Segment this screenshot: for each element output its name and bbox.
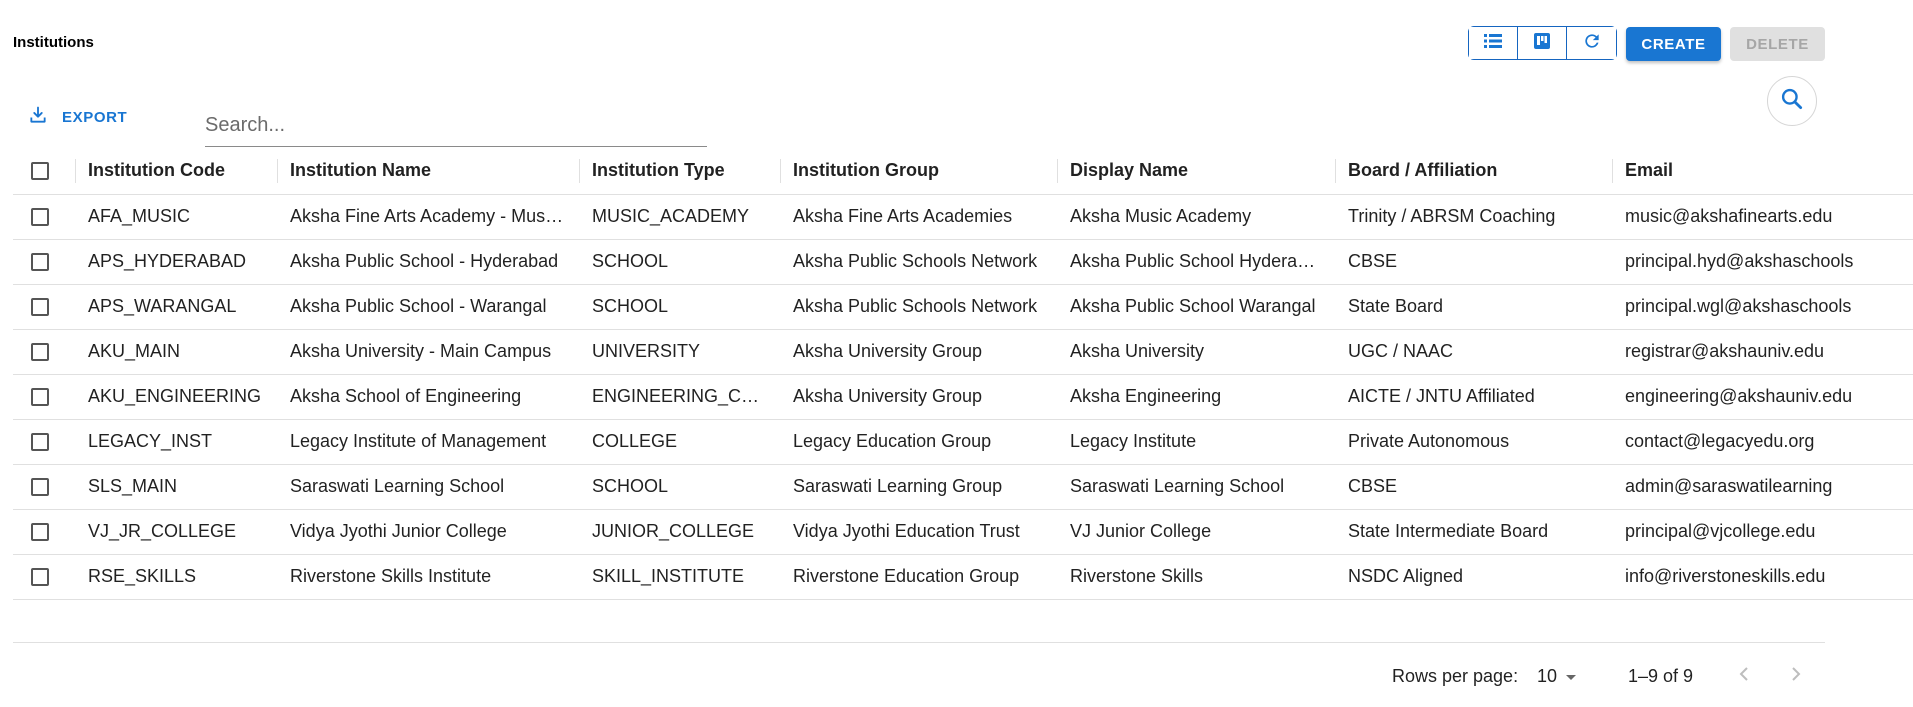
cell-institution-name: Aksha Public School - Warangal — [278, 284, 580, 329]
row-checkbox[interactable] — [31, 298, 49, 316]
cell-institution-name: Riverstone Skills Institute — [278, 554, 580, 599]
delete-button[interactable]: DELETE — [1730, 27, 1825, 61]
cell-email: music@akshafinearts.edu — [1613, 194, 1913, 239]
table-row[interactable] — [13, 239, 1913, 284]
refresh-button[interactable] — [1567, 27, 1616, 59]
cell-board-affiliation: State Board — [1336, 284, 1613, 329]
cell-institution-group: Riverstone Education Group — [781, 554, 1058, 599]
cell-institution-code: AKU_MAIN — [76, 329, 278, 374]
cell-display-name: Aksha Music Academy — [1058, 194, 1336, 239]
cell-display-name: Aksha Public School Warangal — [1058, 284, 1336, 329]
column-header-institution-name[interactable]: Institution Name — [278, 147, 580, 194]
column-header-institution-code[interactable]: Institution Code — [76, 147, 278, 194]
chevron-right-icon — [1790, 666, 1802, 687]
cell-board-affiliation: Private Autonomous — [1336, 419, 1613, 464]
row-checkbox-cell — [13, 509, 76, 554]
row-checkbox-cell — [13, 239, 76, 284]
row-checkbox[interactable] — [31, 253, 49, 271]
cell-email: engineering@akshauniv.edu — [1613, 374, 1913, 419]
cell-institution-type: SCHOOL — [580, 464, 781, 509]
cell-board-affiliation: State Intermediate Board — [1336, 509, 1613, 554]
cell-display-name: VJ Junior College — [1058, 509, 1336, 554]
cell-institution-group: Saraswati Learning Group — [781, 464, 1058, 509]
cell-institution-group: Vidya Jyothi Education Trust — [781, 509, 1058, 554]
cell-institution-code: AKU_ENGINEERING — [76, 374, 278, 419]
cell-institution-name: Saraswati Learning School — [278, 464, 580, 509]
cell-display-name: Legacy Institute — [1058, 419, 1336, 464]
select-all-checkbox-cell — [13, 147, 76, 194]
list-view-button[interactable] — [1469, 27, 1518, 59]
cell-email: registrar@akshauniv.edu — [1613, 329, 1913, 374]
cell-board-affiliation: NSDC Aligned — [1336, 554, 1613, 599]
table-row[interactable] — [13, 509, 1913, 554]
search-input[interactable] — [205, 108, 707, 142]
download-icon — [28, 105, 62, 129]
arrow-drop-down-icon — [1557, 666, 1577, 687]
cell-institution-group: Aksha Public Schools Network — [781, 284, 1058, 329]
pagination-range: 1–9 of 9 — [1628, 666, 1694, 686]
cell-institution-type: JUNIOR_COLLEGE — [580, 509, 781, 554]
export-button[interactable] — [28, 105, 127, 129]
column-header-email[interactable]: Email — [1613, 147, 1913, 194]
table-row[interactable] — [13, 329, 1913, 374]
cell-institution-code: VJ_JR_COLLEGE — [76, 509, 278, 554]
board-view-button[interactable] — [1518, 27, 1567, 59]
cell-institution-group: Aksha University Group — [781, 374, 1058, 419]
cell-institution-group: Legacy Education Group — [781, 419, 1058, 464]
row-checkbox-cell — [13, 374, 76, 419]
cell-email: info@riverstoneskills.edu — [1613, 554, 1913, 599]
previous-page-button[interactable] — [1731, 663, 1757, 689]
row-checkbox-cell — [13, 329, 76, 374]
cell-board-affiliation: CBSE — [1336, 239, 1613, 284]
row-checkbox[interactable] — [31, 568, 49, 586]
list-view-icon — [1483, 32, 1503, 55]
cell-display-name: Aksha University — [1058, 329, 1336, 374]
table-header-row — [13, 147, 1913, 194]
cell-display-name: Aksha Engineering — [1058, 374, 1336, 419]
cell-display-name: Riverstone Skills — [1058, 554, 1336, 599]
cell-board-affiliation: CBSE — [1336, 464, 1613, 509]
search-button[interactable] — [1767, 76, 1817, 126]
column-header-display-name[interactable]: Display Name — [1058, 147, 1336, 194]
rows-per-page-select[interactable] — [1537, 666, 1577, 687]
cell-email: contact@legacyedu.org — [1613, 419, 1913, 464]
row-checkbox[interactable] — [31, 433, 49, 451]
column-header-institution-type[interactable]: Institution Type — [580, 147, 781, 194]
row-checkbox-cell — [13, 284, 76, 329]
row-checkbox-cell — [13, 554, 76, 599]
rows-per-page-label: Rows per page: — [1392, 666, 1519, 686]
cell-institution-code: APS_HYDERABAD — [76, 239, 278, 284]
cell-institution-code: APS_WARANGAL — [76, 284, 278, 329]
cell-institution-group: Aksha Public Schools Network — [781, 239, 1058, 284]
row-checkbox[interactable] — [31, 388, 49, 406]
cell-email: admin@saraswatilearning — [1613, 464, 1913, 509]
row-checkbox-cell — [13, 194, 76, 239]
institutions-table-container — [13, 147, 1854, 600]
row-checkbox-cell — [13, 464, 76, 509]
column-header-board-affiliation[interactable]: Board / Affiliation — [1336, 147, 1613, 194]
institutions-table — [13, 147, 1913, 600]
select-all-checkbox[interactable] — [31, 162, 49, 180]
board-view-icon — [1533, 32, 1551, 55]
rows-per-page-value: 10 — [1537, 666, 1558, 686]
refresh-icon — [1582, 31, 1602, 56]
table-row[interactable] — [13, 554, 1913, 599]
cell-institution-name: Vidya Jyothi Junior College — [278, 509, 580, 554]
cell-board-affiliation: Trinity / ABRSM Coaching — [1336, 194, 1613, 239]
row-checkbox[interactable] — [31, 478, 49, 496]
row-checkbox[interactable] — [31, 343, 49, 361]
cell-institution-name: Aksha School of Engineering — [278, 374, 580, 419]
next-page-button[interactable] — [1783, 663, 1809, 689]
cell-institution-type: UNIVERSITY — [580, 329, 781, 374]
table-row[interactable] — [13, 194, 1913, 239]
cell-institution-group: Aksha Fine Arts Academies — [781, 194, 1058, 239]
cell-board-affiliation: AICTE / JNTU Affiliated — [1336, 374, 1613, 419]
cell-institution-type: SCHOOL — [580, 284, 781, 329]
row-checkbox[interactable] — [31, 208, 49, 226]
cell-institution-name: Legacy Institute of Management — [278, 419, 580, 464]
cell-institution-name: Aksha University - Main Campus — [278, 329, 580, 374]
column-header-institution-group[interactable]: Institution Group — [781, 147, 1058, 194]
cell-institution-type: COLLEGE — [580, 419, 781, 464]
cell-email: principal.hyd@akshaschools — [1613, 239, 1913, 284]
search-field — [205, 108, 707, 147]
cell-institution-type: ENGINEERING_C… — [580, 374, 781, 419]
table-row[interactable] — [13, 419, 1913, 464]
cell-institution-name: Aksha Public School - Hyderabad — [278, 239, 580, 284]
cell-email: principal.wgl@akshaschools — [1613, 284, 1913, 329]
row-checkbox-cell — [13, 419, 76, 464]
search-icon — [1779, 86, 1805, 117]
page-title: Institutions — [13, 34, 94, 51]
cell-institution-code: SLS_MAIN — [76, 464, 278, 509]
table-body — [13, 194, 1913, 599]
cell-institution-group: Aksha University Group — [781, 329, 1058, 374]
cell-institution-name: Aksha Fine Arts Academy - Mus… — [278, 194, 580, 239]
cell-board-affiliation: UGC / NAAC — [1336, 329, 1613, 374]
export-label: EXPORT — [62, 108, 128, 126]
cell-institution-type: SKILL_INSTITUTE — [580, 554, 781, 599]
cell-display-name: Aksha Public School Hydera… — [1058, 239, 1336, 284]
row-checkbox[interactable] — [31, 523, 49, 541]
table-row[interactable] — [13, 374, 1913, 419]
cell-display-name: Saraswati Learning School — [1058, 464, 1336, 509]
view-toggle-group — [1468, 26, 1617, 60]
cell-institution-code: LEGACY_INST — [76, 419, 278, 464]
cell-institution-type: MUSIC_ACADEMY — [580, 194, 781, 239]
footer-divider — [13, 642, 1825, 643]
cell-email: principal@vjcollege.edu — [1613, 509, 1913, 554]
cell-institution-type: SCHOOL — [580, 239, 781, 284]
table-row[interactable] — [13, 284, 1913, 329]
chevron-left-icon — [1738, 666, 1750, 687]
cell-institution-code: RSE_SKILLS — [76, 554, 278, 599]
cell-institution-code: AFA_MUSIC — [76, 194, 278, 239]
create-button[interactable]: CREATE — [1626, 27, 1721, 61]
table-row[interactable] — [13, 464, 1913, 509]
